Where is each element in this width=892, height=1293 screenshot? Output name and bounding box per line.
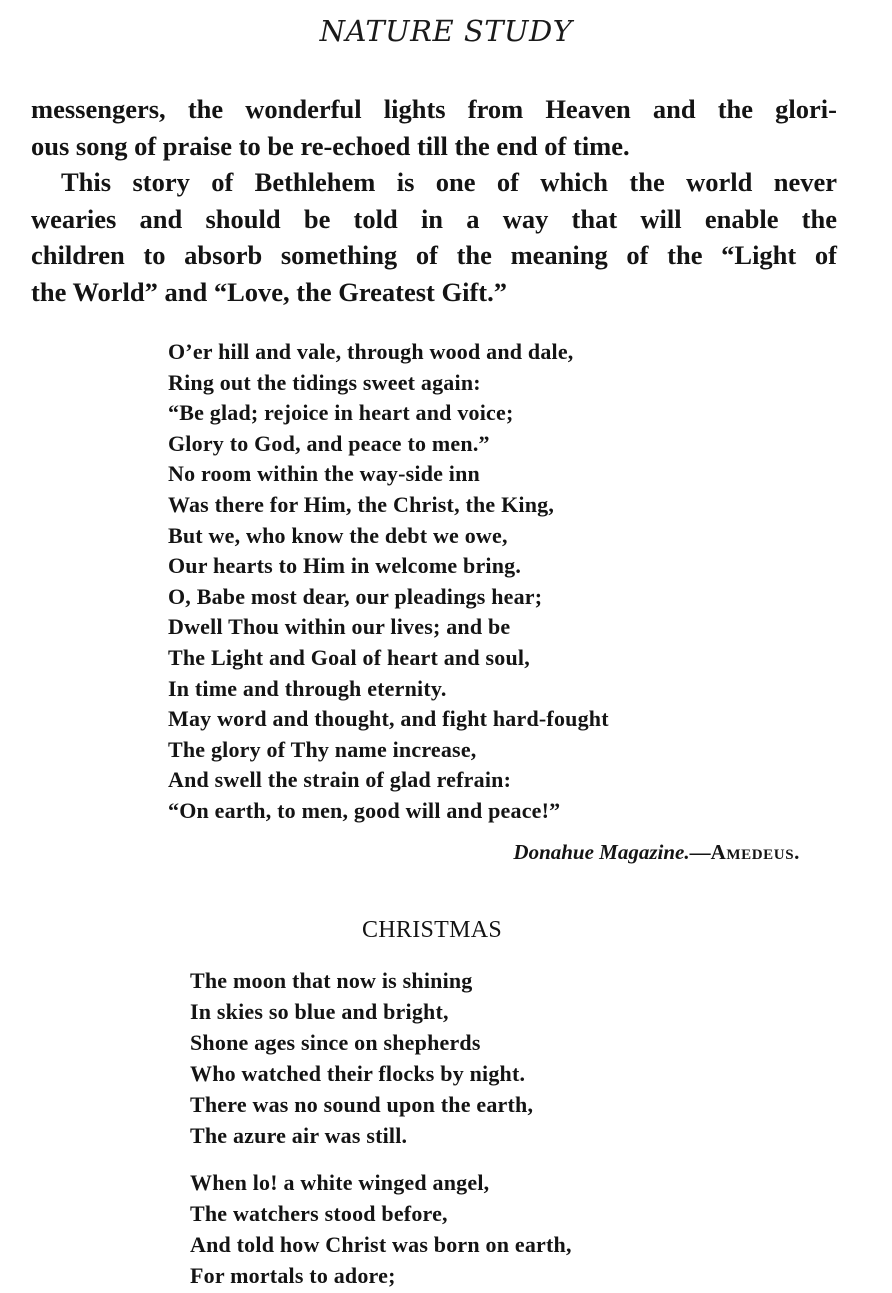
poem-line: The watchers stood before,	[190, 1201, 448, 1226]
running-head: NATURE STUDY	[319, 14, 573, 48]
prose-line: wearies and should be told in a way that will enable the	[31, 203, 837, 234]
poem-line: In skies so blue and bright,	[190, 999, 449, 1024]
christmas-poem	[190, 965, 572, 1291]
poem-line: “Be glad; rejoice in heart and voice;	[168, 400, 514, 426]
poem-title: CHRISTMAS	[361, 917, 503, 943]
poem-line: The azure air was still.	[190, 1123, 408, 1148]
poem-line: May word and thought, and fight hard-fought	[168, 706, 609, 732]
poem-line: When lo! a white winged angel,	[190, 1170, 490, 1195]
poem-line: And swell the strain of glad refrain:	[168, 767, 512, 793]
attribution-author: Amedeus.	[710, 840, 800, 864]
poem-line: Ring out the tidings sweet again:	[168, 369, 481, 395]
prose-line: the World” and “Love, the Greatest Gift.”	[31, 276, 507, 307]
poem-line: Was there for Him, the Christ, the King,	[168, 491, 555, 517]
poem-line: “On earth, to men, good will and peace!”	[168, 797, 561, 823]
poem-line: Dwell Thou within our lives; and be	[168, 614, 511, 640]
poem-line: Our hearts to Him in welcome bring.	[168, 553, 522, 579]
poem-line: There was no sound upon the earth,	[190, 1092, 534, 1117]
poem-line: For mortals to adore;	[190, 1263, 396, 1288]
poem-line: Glory to God, and peace to men.”	[168, 430, 490, 456]
stanza	[190, 965, 572, 1151]
poem-line: The glory of Thy name increase,	[168, 736, 477, 762]
prose-line: ous song of praise to be re-echoed till the end of time.	[31, 130, 630, 161]
poem-line: In time and through eternity.	[168, 675, 447, 701]
prose-line: children to absorb something of the meaning of the “Light of	[31, 240, 837, 270]
poem-line: The moon that now is shining	[190, 968, 473, 993]
poem-line: Shone ages since on shepherds	[190, 1030, 481, 1055]
stanza-gap	[190, 1151, 572, 1167]
prose-line: This story of Bethlehem is one of which the world never	[61, 167, 837, 197]
stanza	[190, 1167, 572, 1291]
prose-line: messengers, the wonderful lights from Heaven and the glori-	[31, 94, 837, 124]
poem-line: But we, who know the debt we owe,	[168, 522, 508, 548]
poem-line: The Light and Goal of heart and soul,	[168, 644, 530, 670]
poem-line: O, Babe most dear, our pleadings hear;	[168, 583, 543, 609]
attribution-source: Donahue Magazine.	[513, 840, 690, 864]
poem-line: No room within the way-side inn	[168, 461, 480, 487]
prose-paragraphs	[31, 91, 837, 310]
poem-line: O’er hill and vale, through wood and dale,	[168, 339, 574, 364]
poem-verses	[168, 337, 609, 827]
poem-line: And told how Christ was born on earth,	[190, 1232, 572, 1257]
poem-line: Who watched their flocks by night.	[190, 1061, 526, 1086]
attribution-dash: —	[689, 840, 711, 864]
poem-attribution	[513, 840, 800, 865]
